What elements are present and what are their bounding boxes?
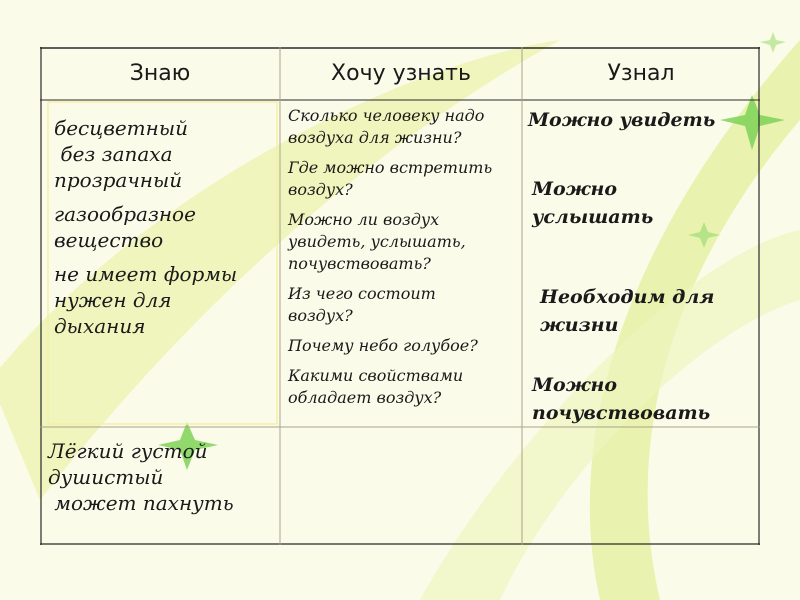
know-list [54, 115, 276, 339]
question-item: Можно ли воздух увидеть, услышать, почувствовать? [288, 210, 466, 273]
know-bottom-item: душистый [48, 465, 164, 489]
question-item: Почему небо голубое? [288, 336, 478, 355]
learned-item: Можно увидеть [528, 109, 716, 131]
want-question-list [288, 105, 493, 417]
know-item: без запаха [54, 142, 173, 166]
learned-item: Можно почувствовать [532, 374, 711, 424]
question-item: Сколько человеку надо воздуха для жизни? [288, 106, 485, 147]
learned-item: Необходим для жизни [540, 286, 715, 336]
star-icon [760, 32, 786, 53]
header-know: Знаю [129, 61, 191, 86]
know-item: прозрачный [54, 168, 183, 192]
header-want-to-know: Хочу узнать [331, 61, 471, 86]
know-bottom-item: Лёгкий густой [48, 439, 208, 463]
know-bottom-list [48, 438, 276, 516]
know-item: дыхания [54, 314, 146, 338]
know-item: не имеет формы [54, 262, 238, 286]
question-item: Где можно встретить воздух? [288, 158, 493, 199]
header-learned: Узнал [607, 61, 675, 86]
question-item: Из чего состоит воздух? [288, 284, 436, 325]
know-item: газообразное [54, 202, 196, 226]
question-item: Какими свойствами обладает воздух? [288, 366, 464, 407]
know-bottom-item: может пахнуть [48, 491, 234, 515]
kwl-table [40, 47, 760, 545]
know-item: нужен для [54, 288, 172, 312]
learned-item: Можно услышать [532, 178, 654, 228]
know-item: вещество [54, 228, 164, 252]
know-item: бесцветный [54, 116, 188, 140]
